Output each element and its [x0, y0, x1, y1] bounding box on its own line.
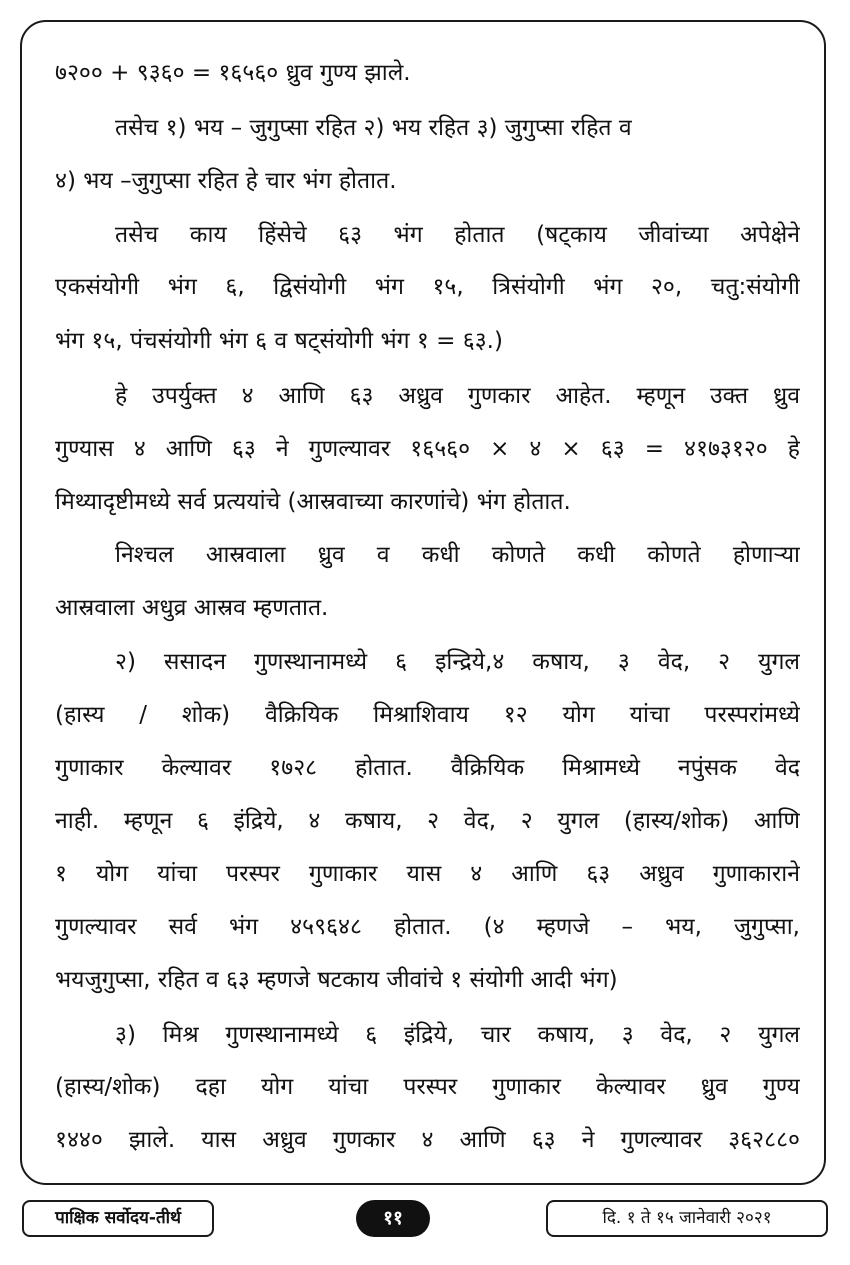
text-line-14: गुणाकार केल्यावर १७२८ होतात. वैक्रियिक मिश्रामध्ये नपुंसक वेद — [55, 755, 800, 781]
text-line-18: भयजुगुप्सा, रहित व ६३ म्हणजे षटकाय जीवांचे १ संयोगी आदी भंग) — [55, 967, 618, 993]
text-line-2: तसेच १) भय – जुगुप्सा रहित २) भय रहित ३) जुगुप्सा रहित व — [115, 115, 632, 141]
text-line-11: आस्रवाला अधुव्र आस्रव म्हणतात. — [55, 595, 329, 621]
text-line-16: १ योग यांचा परस्पर गुणाकार यास ४ आणि ६३ अध्रुव गुणाकाराने — [55, 861, 800, 887]
text-line-12: २) ससादन गुणस्थानामध्ये ६ इन्द्रिये,४ कषाय, ३ वेद, २ युगल — [115, 649, 800, 675]
text-line-1: ७२०० + ९३६० = १६५६० ध्रुव गुण्य झाले. — [55, 60, 411, 86]
page-number-badge: ११ — [356, 1200, 430, 1237]
text-line-20: (हास्य/शोक) दहा योग यांचा परस्पर गुणाकार केल्यावर ध्रुव गुण्य — [55, 1074, 800, 1100]
text-line-10: निश्चल आस्रवाला ध्रुव व कधी कोणते कधी कोणते होणाऱ्या — [115, 542, 800, 568]
text-line-7: हे उपर्युक्त ४ आणि ६३ अध्रुव गुणकार आहेत. म्हणून उक्त ध्रुव — [115, 383, 800, 409]
text-line-3: ४) भय –जुगुप्सा रहित हे चार भंग होतात. — [55, 168, 397, 194]
text-line-8: गुण्यास ४ आणि ६३ ने गुणल्यावर १६५६० × ४ × ६३ = ४१७३१२० हे — [55, 436, 800, 462]
publication-name: पाक्षिक सर्वोदय-तीर्थ — [22, 1200, 214, 1237]
text-line-13: (हास्य / शोक) वैक्रियिक मिश्राशिवाय १२ योग यांचा परस्परांमध्ये — [55, 702, 800, 728]
text-line-4: तसेच काय हिंसेचे ६३ भंग होतात (षट्काय जीवांच्या अपेक्षेने — [115, 222, 800, 248]
text-line-6: भंग १५, पंचसंयोगी भंग ६ व षट्संयोगी भंग १ = ६३.) — [55, 328, 503, 354]
text-line-21: १४४० झाले. यास अध्रुव गुणकार ४ आणि ६३ ने गुणल्यावर ३६२८८० — [55, 1127, 800, 1153]
issue-date: दि. १ ते १५ जानेवारी २०२१ — [546, 1200, 828, 1237]
text-line-15: नाही. म्हणून ६ इंद्रिये, ४ कषाय, २ वेद, २ युगल (हास्य/शोक) आणि — [55, 808, 800, 834]
text-line-17: गुणल्यावर सर्व भंग ४५९६४८ होतात. (४ म्हणजे – भय, जुगुप्सा, — [55, 914, 800, 940]
text-line-9: मिथ्यादृष्टीमध्ये सर्व प्रत्ययांचे (आस्रवाच्या कारणांचे) भंग होतात. — [55, 489, 571, 515]
text-line-19: ३) मिश्र गुणस्थानामध्ये ६ इंद्रिये, चार कषाय, ३ वेद, २ युगल — [115, 1022, 800, 1048]
text-line-5: एकसंयोगी भंग ६, द्विसंयोगी भंग १५, त्रिसंयोगी भंग २०, चतु:संयोगी — [55, 274, 800, 300]
